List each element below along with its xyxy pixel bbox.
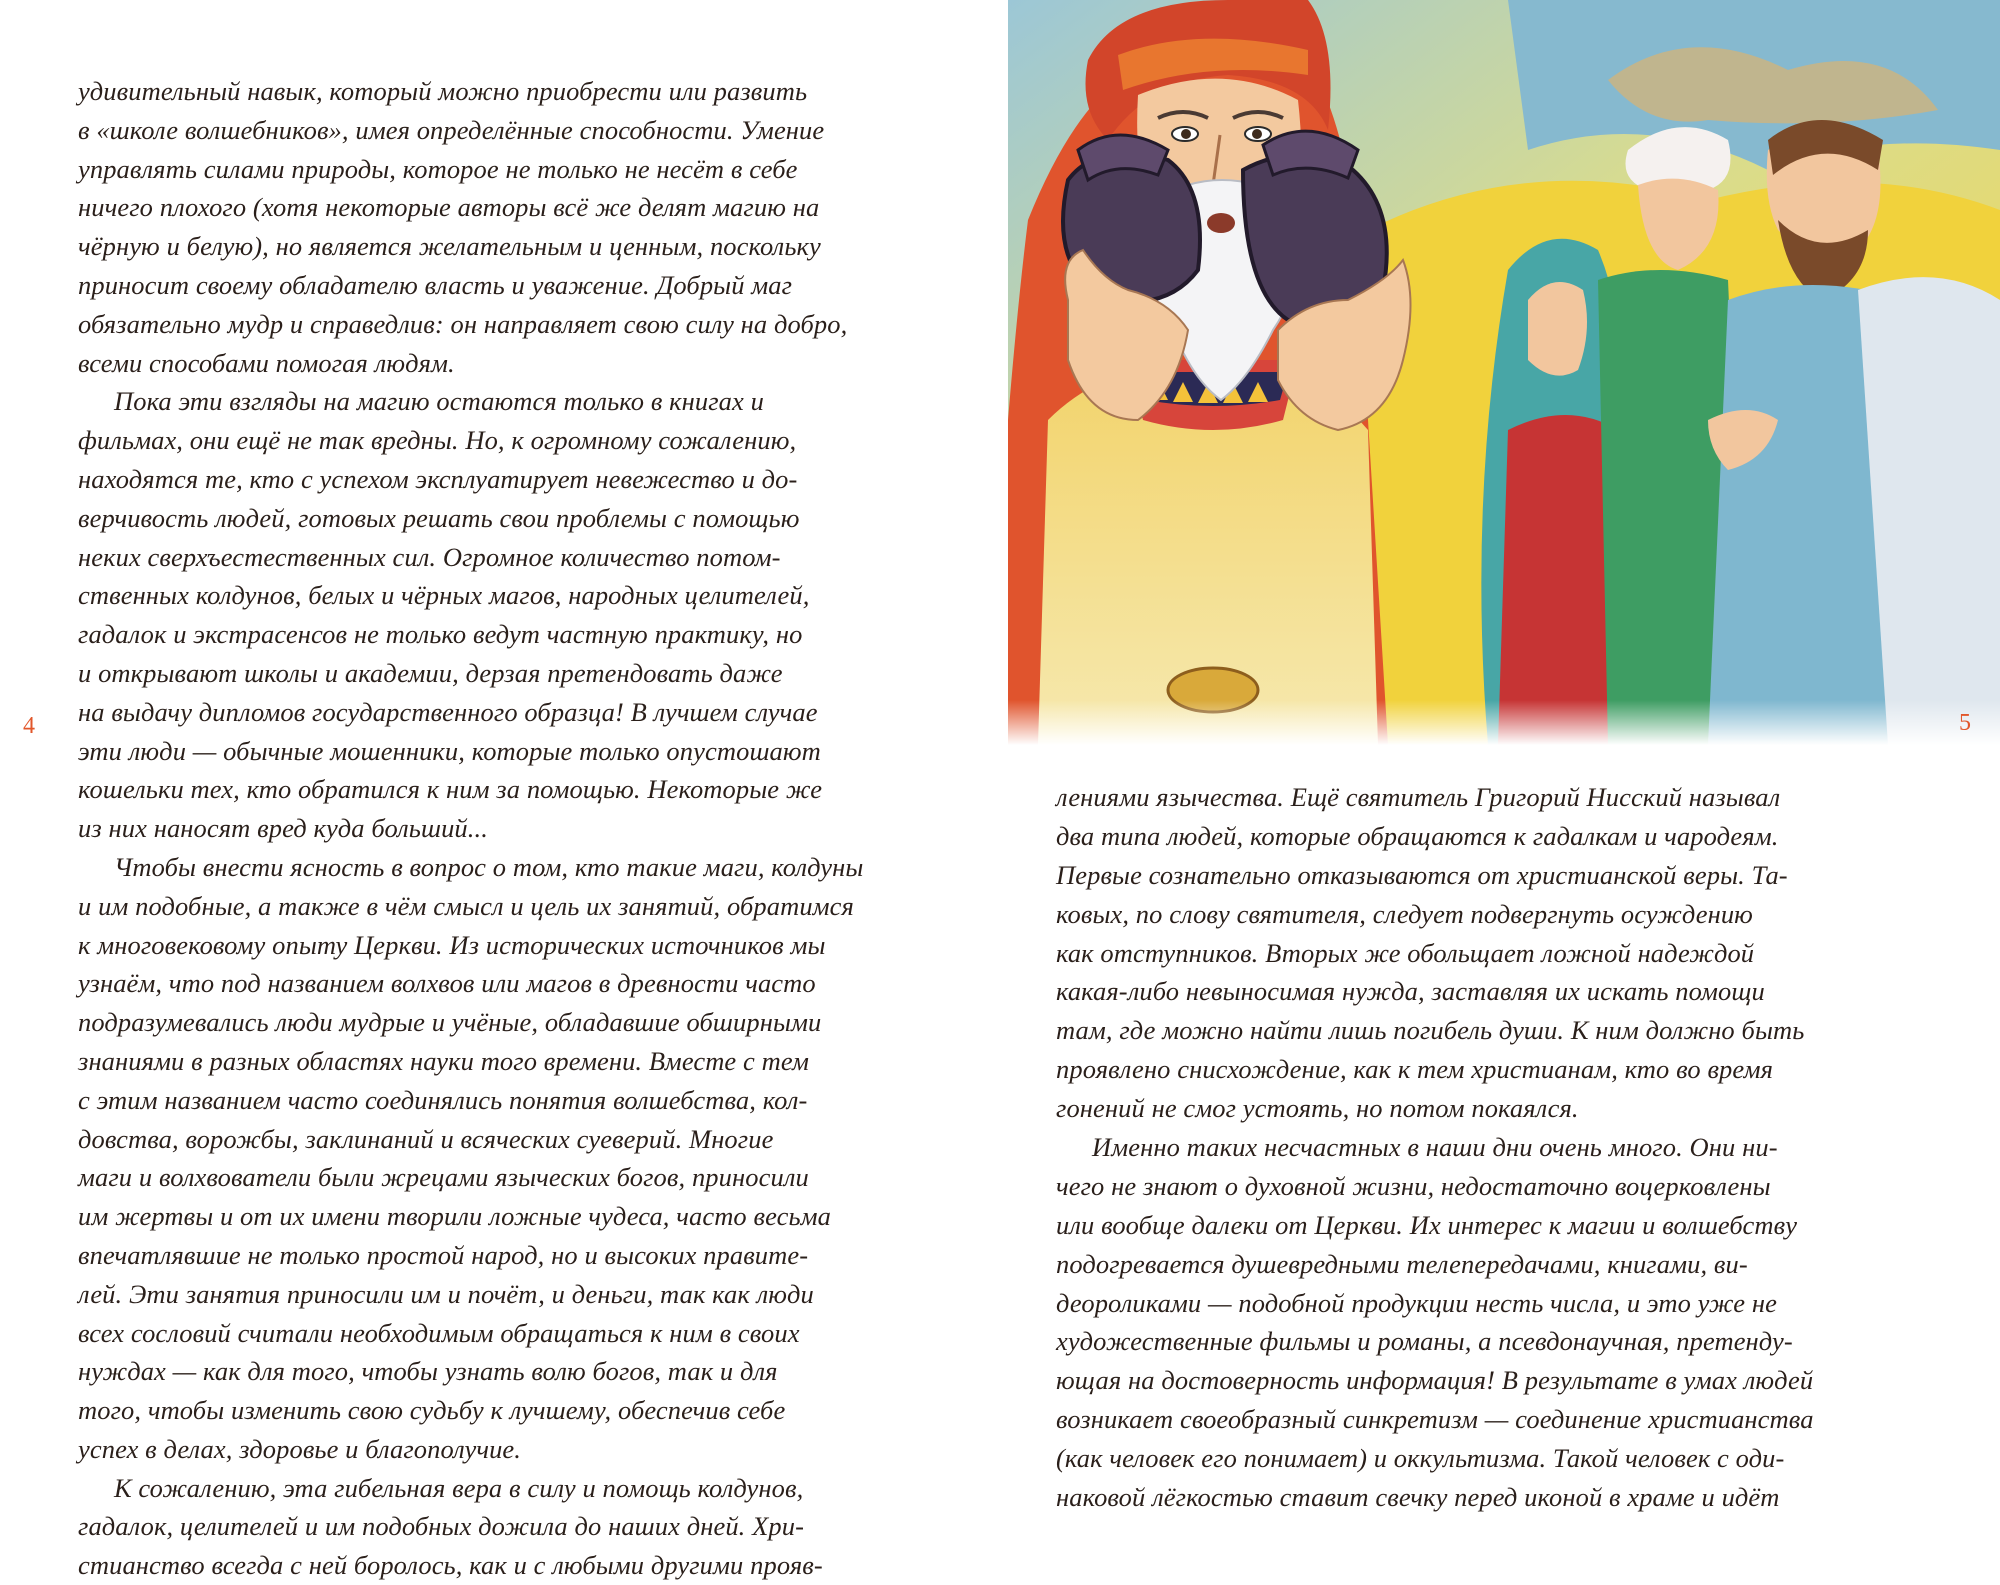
text-line: или вообще далеки от Церкви. Их интерес к магии и волшебству <box>1056 1209 1798 1240</box>
text-line: на выдачу дипломов государственного образца! В лучшем случае <box>78 696 818 727</box>
text-line: ющая на достоверность информация! В результате в умах людей <box>1056 1365 1814 1396</box>
text-line: Первые сознательно отказываются от христианской веры. Та- <box>1056 859 1788 890</box>
text-line: возникает своеобразный синкретизм — соединение христианства <box>1056 1404 1814 1435</box>
text-line: того, чтобы изменить свою судьбу к лучшему, обеспечив себе <box>78 1395 786 1426</box>
text-line: маги и волхвователи были жрецами языческих богов, приносили <box>78 1162 809 1193</box>
text-line: с этим названием часто соединялись понятия волшебства, кол- <box>78 1084 808 1115</box>
text-line: в «школе волшебников», имея определённые способности. Умение <box>78 114 825 145</box>
text-line: какая-либо невыносимая нужда, заставляя их искать помощи <box>1056 976 1765 1007</box>
text-line: и открывают школы и академии, дерзая претендовать даже <box>78 657 783 688</box>
illustration-fade <box>1008 700 2000 745</box>
text-line: деороликами — подобной продукции несть числа, и это уже не <box>1056 1287 1777 1318</box>
text-line: Пока эти взгляды на магию остаются только в книгах и <box>114 386 764 417</box>
text-line: всеми способами помогая людям. <box>78 347 455 378</box>
open-mouth <box>1207 213 1235 233</box>
text-line: им жертвы и от их имени творили ложные чудеса, часто весьма <box>78 1201 832 1232</box>
text-line: Чтобы внести ясность в вопрос о том, кто такие маги, колдуны <box>114 851 864 882</box>
text-line: ничего плохого (хотя некоторые авторы всё же делят магию на <box>78 192 820 223</box>
text-line: чёрную и белую), но является желательным и ценным, поскольку <box>78 231 821 262</box>
text-line: верчивость людей, готовых решать свои проблемы с помощью <box>78 502 800 533</box>
text-line: фильмах, они ещё не так вредны. Но, к огромному сожалению, <box>78 425 797 456</box>
text-line: гадалок и экстрасенсов не только ведут частную практику, но <box>78 619 803 650</box>
text-line: два типа людей, которые обращаются к гадалкам и чародеям. <box>1056 820 1779 851</box>
left-page-text <box>78 72 958 1585</box>
text-line: эти люди — обычные мошенники, которые только опустошают <box>78 735 821 766</box>
text-line: приносит своему обладателю власть и уважение. Добрый маг <box>78 269 793 300</box>
right-page-text <box>1056 778 1986 1517</box>
text-line: там, где можно найти лишь погибель души. К ним должно быть <box>1056 1015 1805 1046</box>
text-line: нуждах — как для того, чтобы узнать волю богов, так и для <box>78 1356 778 1387</box>
text-line: неких сверхъестественных сил. Огромное количество потом- <box>78 541 781 572</box>
text-line: наковой лёгкостью ставит свечку перед иконой в храме и идёт <box>1056 1482 1780 1513</box>
text-line: к многовековому опыту Церкви. Из исторических источников мы <box>78 929 826 960</box>
text-line: ковых, по слову святителя, следует подвергнуть осуждению <box>1056 898 1753 929</box>
text-line: удивительный навык, который можно приобрести или развить <box>78 76 808 106</box>
text-line: и им подобные, а также в чём смысл и цель их занятий, обратимся <box>78 890 854 921</box>
text-line: чего не знают о духовной жизни, недостаточно воцерковлены <box>1056 1170 1771 1201</box>
text-line: знаниями в разных областях науки того времени. Вместе с тем <box>78 1045 810 1076</box>
magician-illustration <box>1008 0 2000 745</box>
text-line: впечатлявшие не только простой народ, но и высоких правите- <box>78 1239 809 1270</box>
text-line: находятся те, кто с успехом эксплуатирует невежество и до- <box>78 463 798 494</box>
text-line: Именно таких несчастных в наши дни очень много. Они ни- <box>1092 1132 1778 1163</box>
page-number-right: 5 <box>1959 710 1971 736</box>
text-line: художественные фильмы и романы, а псевдонаучная, претенду- <box>1056 1326 1793 1357</box>
text-line: как отступников. Вторых же обольщает ложной надеждой <box>1056 937 1755 968</box>
text-line: подогревается душевредными телепередачами, книгами, ви- <box>1056 1248 1748 1279</box>
text-line: гадалок, целителей и им подобных дожила до наших дней. Хри- <box>78 1511 805 1542</box>
text-line: довства, ворожбы, заклинаний и всяческих суеверий. Многие <box>78 1123 774 1154</box>
text-line: кошельки тех, кто обратился к ним за помощью. Некоторые же <box>78 774 823 805</box>
text-line: проявлено снисхождение, как к тем христианам, кто во время <box>1056 1054 1774 1085</box>
text-line: стианство всегда с ней боролось, как и с любыми другими прояв- <box>78 1550 823 1581</box>
text-line: обязательно мудр и справедлив: он направляет свою силу на добро, <box>78 308 848 339</box>
text-line: лениями язычества. Ещё святитель Григорий Нисский называл <box>1056 782 1781 812</box>
text-line: ственных колдунов, белых и чёрных магов, народных целителей, <box>78 580 810 611</box>
text-line: управлять силами природы, которое не только не несёт в себе <box>78 153 798 184</box>
text-line: успех в делах, здоровье и благополучие. <box>78 1433 522 1464</box>
page-number-left: 4 <box>23 713 35 739</box>
text-line: подразумевались люди мудрые и учёные, обладавшие обширными <box>78 1007 822 1038</box>
text-line: из них наносят вред куда больший... <box>78 813 488 844</box>
text-line: гонений не смог устоять, но потом покаялся. <box>1056 1093 1579 1124</box>
text-line: узнаём, что под названием волхвов или магов в древности часто <box>78 968 816 999</box>
text-line: всех сословий считали необходимым обращаться к ним в своих <box>78 1317 800 1348</box>
text-line: лей. Эти занятия приносили им и почёт, и деньги, так как люди <box>78 1278 814 1309</box>
text-line: К сожалению, эта гибельная вера в силу и помощь колдунов, <box>114 1472 804 1503</box>
text-line: (как человек его понимает) и оккультизма. Такой человек с оди- <box>1056 1443 1785 1474</box>
